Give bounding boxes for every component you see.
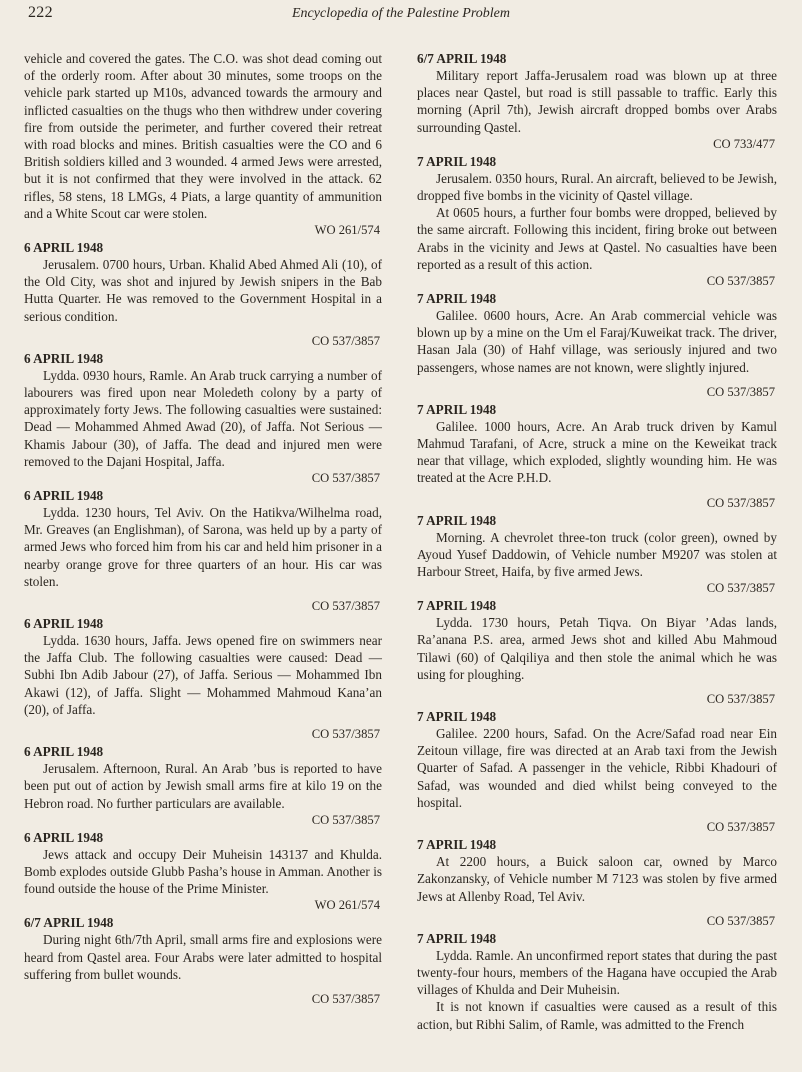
- source-reference: CO 537/3857: [311, 991, 380, 1006]
- entry-date: 6/7 APRIL 1948: [417, 51, 507, 66]
- source-reference: CO 537/3857: [706, 820, 775, 835]
- source-reference: CO 733/477: [713, 136, 775, 151]
- entry-date: 7 APRIL 1948: [417, 401, 497, 417]
- entry-date: 6 APRIL 1948: [24, 616, 104, 632]
- source-reference: CO 537/3857: [706, 913, 775, 928]
- source-reference: CO 537/3857: [311, 471, 380, 486]
- entry-date: 6/7 APRIL 1948: [24, 915, 114, 931]
- entry-text: Galilee. 0600 hours, Acre. An Arab commercial vehicle was blown up by a mine on the Um el Faraj/Kuweikat track. The driver, Hasan Jala (30) of Hahf village, was seriously injured and two passengers, whose names are not known, were slightly injured.: [417, 308, 777, 375]
- entry: [24, 829, 382, 915]
- entry-text: Military report Jaffa-Jerusalem road was blown up at three places near Qastel, but road is still passable to traffic. Early this morning (April 7th), Jewish aircraft dropped bombs over Arabs surrounding Qastel.: [417, 68, 777, 135]
- page-number: 222: [28, 4, 53, 21]
- source-reference: CO 537/3857: [311, 333, 380, 348]
- entry-text: Lydda. Ramle. An unconfirmed report states that during the past twenty-four hours, members of the Hagana have occupied the Arab villages of Khulda and Deir Muheisin.: [417, 947, 777, 998]
- entry-text: Jews attack and occupy Deir Muheisin 143137 and Khulda. Bomb explodes outside Glubb Pasha’s house in Amman. Another is found outside the house of the Prime Minister.: [24, 846, 382, 897]
- continued-paragraph: vehicle and covered the gates. The C.O. was shot dead coming out of the orderly room. After about 30 minutes, some troops on the vehicle park started up M10s, advanced towards the armoury and inflicted casualties on the thugs who then withdrew under covering fire from outside the perimeter, and further covered their retreat with road blocks and mines. British casualties were the CO and 6 British soldiers killed and 3 wounded. 4 armed Jews were arrested, but it is not confirmed that they were involved in the attack. 62 rifles, 58 stens, 18 LMGs, 4 Piats, a large quantity of ammunition and a White Scout car were stolen.: [24, 51, 382, 221]
- entry-text: Lydda. 1230 hours, Tel Aviv. On the Hatikva/Wilhelma road, Mr. Greaves (an Englishman), of Sarona, was held up by a party of armed Jews who forced him from his car and held him prisoner in a nearby orange grove for three quarters of an hour. His car was stolen.: [24, 505, 382, 589]
- entry: [24, 914, 382, 1008]
- entry-date: 7 APRIL 1948: [417, 709, 497, 725]
- entry-date: 6 APRIL 1948: [24, 488, 104, 504]
- entry-text: At 2200 hours, a Buick saloon car, owned by Marco Zakonzansky, of Vehicle number M 7123 was stolen by five armed Jews at Allenby Road, Tel Aviv.: [417, 854, 777, 904]
- source-reference: WO 261/574: [314, 223, 380, 238]
- entry-date: 7 APRIL 1948: [417, 598, 497, 614]
- entry-text: Jerusalem. 0700 hours, Urban. Khalid Abed Ahmed Ali (10), of the Old City, was shot and injured by Jewish snipers in the Bab Hutta Quarter. He was removed to the Government Hospital in a serious condition.: [24, 257, 382, 324]
- source-reference: CO 537/3857: [311, 812, 380, 827]
- entry: [417, 836, 777, 930]
- entry: [417, 401, 777, 512]
- entry: [417, 50, 777, 153]
- page-header: [0, 0, 802, 30]
- entry: [24, 239, 382, 350]
- source-reference: CO 537/3857: [706, 274, 775, 289]
- source-reference: CO 537/3857: [311, 727, 380, 742]
- entry-text: Galilee. 2200 hours, Safad. On the Acre/Safad road near Ein Zeitoun village, fire was directed at an Arab taxi from the Jewish Quarter of Safad. A passenger in the vehicle, Ribbi Khadouri of Safad, was wounded and died whilst being conveyed to the hospital.: [417, 726, 777, 810]
- source-reference: CO 537/3857: [311, 599, 380, 614]
- entry: [24, 615, 382, 743]
- running-title: Encyclopedia of the Palestine Problem: [292, 6, 510, 21]
- entry: [24, 350, 382, 487]
- entry-date: 6 APRIL 1948: [24, 240, 104, 256]
- entry-text: Lydda. 1730 hours, Petah Tiqva. On Biyar ’Adas lands, Ra’anana P.S. area, armed Jews shot and killed Abu Mahmoud Tilawi (60) of Qalqiliya and then stole the animal which he was using for ploughing.: [417, 615, 777, 682]
- right-column: [417, 50, 777, 1033]
- source-reference: WO 261/574: [314, 898, 380, 913]
- entry-text: Lydda. 0930 hours, Ramle. An Arab truck carrying a number of labourers was fired upon near Moledeth colony by a party of approximately forty Jews. The following casualties were sustained: Dead — Mohammed Ahmed Awad (20), of Jaffa. Not Serious — Khamis Jabour (30), of Jaffa. The dead and injured men were removed to the Dajani Hospital, Jaffa.: [24, 367, 382, 469]
- source-reference: CO 537/3857: [706, 692, 775, 707]
- entry: [417, 290, 777, 401]
- entry-text-continued: At 0605 hours, a further four bombs were dropped, believed by the same aircraft. Following this incident, firing broke out between Arabs in the vicinity and Jews at Qastel. No casualties have been reported as a result of this action.: [417, 205, 777, 272]
- source-reference: CO 537/3857: [706, 495, 775, 510]
- entry-date: 7 APRIL 1948: [417, 291, 497, 307]
- left-column: [24, 50, 382, 1008]
- source-reference: CO 537/3857: [706, 581, 775, 596]
- entry-date: 6 APRIL 1948: [24, 350, 104, 366]
- entry-text-continued: It is not known if casualties were caused as a result of this action, but Ribhi Salim, of Ramle, was admitted to the French: [417, 999, 777, 1032]
- entry: [24, 743, 382, 829]
- entry-date: 7 APRIL 1948: [417, 512, 497, 528]
- entry-date: 7 APRIL 1948: [417, 153, 497, 169]
- entry-text: Galilee. 1000 hours, Acre. An Arab truck driven by Kamul Mahmud Tarafani, of Acre, struck a mine on the Keweikat track near that village, which exploded, slightly wounding him. He was treated at the Acre P.H.D.: [417, 418, 777, 486]
- entry: [24, 487, 382, 615]
- source-reference: CO 537/3857: [706, 384, 775, 399]
- entry-text: Jerusalem. 0350 hours, Rural. An aircraft, believed to be Jewish, dropped five bombs in the vicinity of Qastel village.: [417, 170, 777, 204]
- entry: [417, 597, 777, 708]
- entry-date: 6 APRIL 1948: [24, 829, 104, 845]
- entry-text: Lydda. 1630 hours, Jaffa. Jews opened fire on swimmers near the Jaffa Club. The following casualties were caused: Dead — Subhi Ibn Adib Jabour (27), of Jaffa. Serious — Mohammed Ibn Akawi (12), of Jaffa. Slight — Mohammed Mahmoud Kana’an (20), of Jaffa.: [24, 633, 382, 717]
- entry-text: Morning. A chevrolet three-ton truck (color green), owned by Ayoud Yusef Daddowin, of Vehicle number M9207 was stolen at Harbour Street, Haifa, by five armed Jews.: [417, 529, 777, 580]
- entry-text: Jerusalem. Afternoon, Rural. An Arab ’bus is reported to have been put out of action by Jewish small arms fire at kilo 19 on the Hebron road. No further particulars are available.: [24, 761, 382, 811]
- entry: [417, 512, 777, 598]
- entry: [417, 153, 777, 290]
- entry-date: 7 APRIL 1948: [417, 837, 497, 853]
- entry: [417, 930, 777, 1033]
- entry-date: 6 APRIL 1948: [24, 744, 104, 760]
- entry: [417, 708, 777, 836]
- entry-date: 7 APRIL 1948: [417, 930, 497, 946]
- entry-text: During night 6th/7th April, small arms fire and explosions were heard from Qastel area. Four Arabs were later admitted to hospital suffering from bullet wounds.: [24, 932, 382, 982]
